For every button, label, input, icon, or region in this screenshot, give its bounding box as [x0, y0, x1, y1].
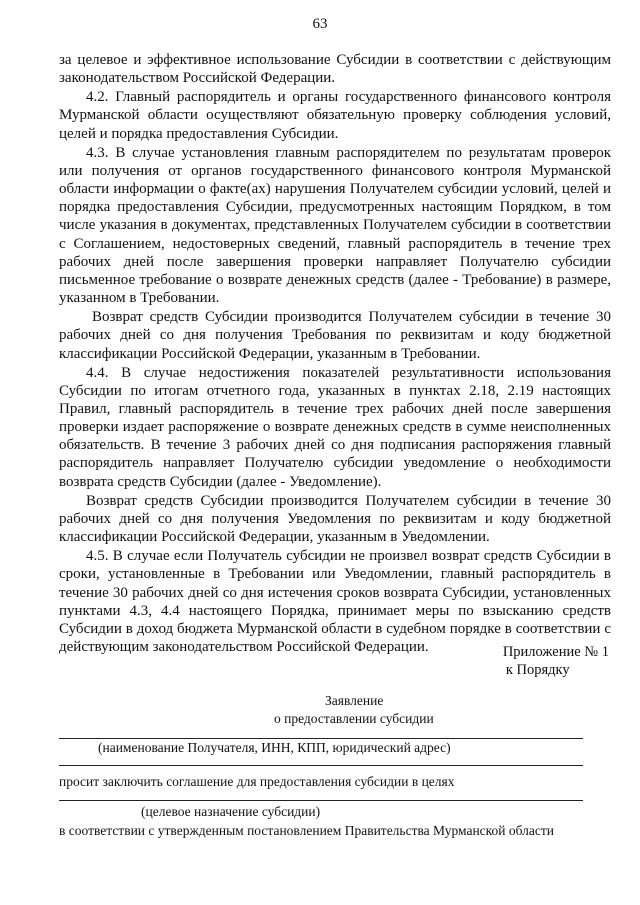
appendix-reference [502, 643, 609, 679]
caption-recipient: (наименование Получателя, ИНН, КПП, юридический адрес) [98, 740, 451, 755]
paragraph-refund-requirement: Возврат средств Субсидии производится Получателем субсидии в течение 30 рабочих дней со дня получения Требования по реквизитам и коду бюджетной классификации Российской Федерации, указанным в Требовании. [59, 309, 611, 362]
request-text: просит заключить соглашение для предоставления субсидии в целях [59, 774, 455, 789]
closing-text: в соответствии с утвержденным постановлением Правительства Мурманской области [59, 823, 555, 838]
paragraph-refund-notification: Возврат средств Субсидии производится Получателем субсидии в течение 30 рабочих дней со дня получения Уведомления по реквизитам и коду бюджетной классификации Российской Федерации, указанным в Уведомлении. [59, 492, 611, 546]
caption-purpose: (целевое назначение субсидии) [141, 804, 321, 819]
form-line-purpose [59, 800, 583, 801]
paragraph-4-2: 4.2. Главный распорядитель и органы государственного финансового контроля Мурманской области осуществляют обязательную проверку соблюдения условий, целей и порядка предоставления Субсидии. [59, 89, 611, 142]
form-line-recipient-continued [59, 765, 583, 766]
page-number: 63 [312, 16, 328, 32]
paragraph-4-4: 4.4. В случае недостижения показателей результативности использования Субсидии по итогам отчетного года, указанных в пунктах 2.18, 2.19 настоящих Правил, главный распорядитель в течение трех рабочих дней после завершения проверки издает распоряжение о возврате денежных средств в сумме неисполненных обязательств. В течение 3 рабочих дней со дня подписания распоряжения главный распорядитель направляет Получателю субсидии уведомление о необходимости возврата средств Субсидии (далее - Уведомление). [59, 364, 611, 490]
appendix-line-2: к Порядку [505, 662, 570, 678]
statement-title: Заявление [325, 693, 384, 708]
paragraph-4-3: 4.3. В случае установления главным распорядителем по результатам проверок или получения от органов государственного финансового контроля Мурманской области информации о факте(ах) нарушения Получателем субсидии условий, целей и порядка предоставления Субсидии, предусмотренных настоящим Порядком, в том числе указания в документах, представленных Получателем субсидии в соответствии с Соглашением, недостоверных сведений, главный распорядитель в течение трех рабочих дней после завершения проверки направляет Получателю субсидии письменное требование о возврате денежных средств (далее - Требование) в размере, указанном в Требовании. [59, 144, 611, 307]
document-body [59, 51, 611, 656]
appendix-line-1: Приложение № 1 [502, 644, 609, 660]
paragraph-4-5: 4.5. В случае если Получатель субсидии не произвел возврат средств Субсидии в сроки, установленные в Требовании или Уведомлении, главный распорядитель в течение 30 рабочих дней со дня истечения сроков возврата Субсидии, установленных пунктами 4.3, 4.4 настоящего Порядка, принимает меры по взысканию средств Субсидии в доход бюджета Мурманской области в судебном порядке в соответствии с действующим законодательством Российской Федерации. [59, 548, 611, 655]
statement-subtitle: о предоставлении субсидии [274, 711, 434, 726]
form-line-recipient [59, 738, 583, 739]
paragraph-continuation: за целевое и эффективное использование Субсидии в соответствии с действующим законодательством Российской Федерации. [59, 52, 611, 87]
